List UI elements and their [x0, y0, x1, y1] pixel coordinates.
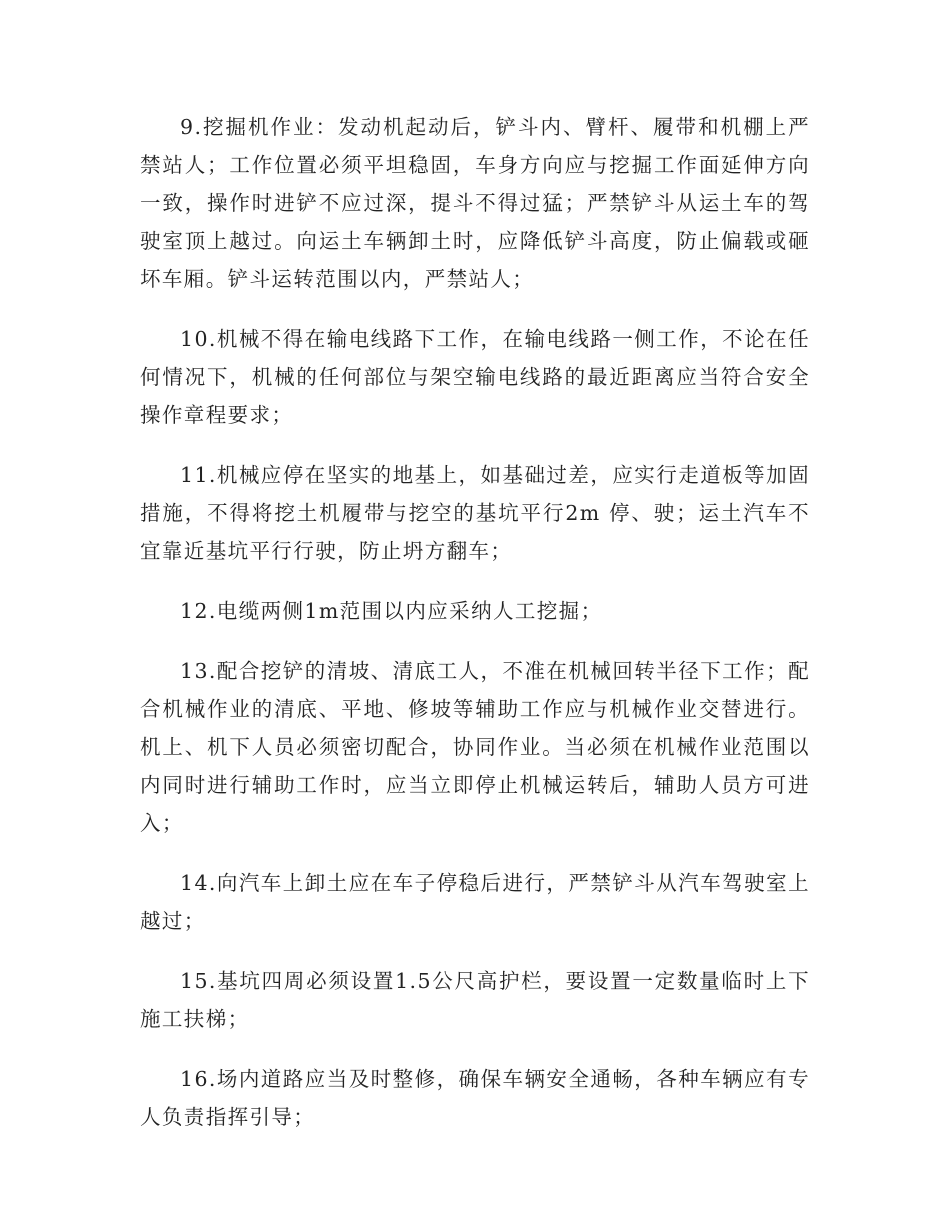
- document-body: [140, 108, 810, 1158]
- paragraph-item-10: 10.机械不得在输电线路下工作，在输电线路一侧工作，不论在任何情况下，机械的任何部位与架空输电线路的最近距离应当符合安全操作章程要求；: [140, 327, 810, 427]
- paragraph-item-9: 9.挖掘机作业：发动机起动后，铲斗内、臂杆、履带和机棚上严禁站人；工作位置必须平坦稳固，车身方向应与挖掘工作面延伸方向一致，操作时进铲不应过深，提斗不得过猛；严禁铲斗从运土车的驾驶室顶上越过。向运土车辆卸土时，应降低铲斗高度，防止偏载或砸坏车厢。铲斗运转范围以内，严禁站人；: [140, 115, 810, 291]
- paragraph-item-14: 14.向汽车上卸土应在车子停稳后进行，严禁铲斗从汽车驾驶室上越过；: [140, 871, 810, 933]
- paragraph-item-15: 15.基坑四周必须设置1.5公尺高护栏，要设置一定数量临时上下施工扶梯；: [140, 969, 810, 1031]
- paragraph-item-12: 12.电缆两侧1m范围以内应采纳人工挖掘；: [180, 599, 603, 623]
- paragraph-item-16: 16.场内道路应当及时整修，确保车辆安全通畅，各种车辆应有专人负责指挥引导；: [140, 1067, 810, 1129]
- paragraph-item-11: 11.机械应停在坚实的地基上，如基础过差，应实行走道板等加固措施，不得将挖土机履带与挖空的基坑平行2m 停、驶；运土汽车不宜靠近基坑平行行驶，防止坍方翻车；: [140, 463, 810, 563]
- paragraph-item-13: 13.配合挖铲的清坡、清底工人，不准在机械回转半径下工作；配合机械作业的清底、平地、修坡等辅助工作应与机械作业交替进行。机上、机下人员必须密切配合，协同作业。当必须在机械作业范围以内同时进行辅助工作时，应当立即停止机械运转后，辅助人员方可进入；: [140, 659, 810, 835]
